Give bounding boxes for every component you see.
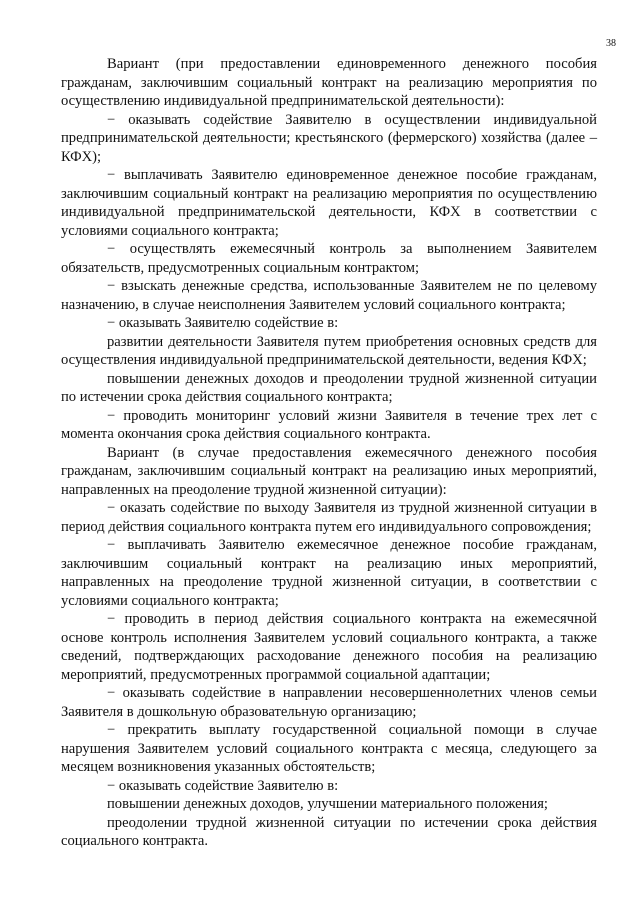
paragraph-monthly-verification: − проводить в период действия социального контракта на ежемесячной основе контроль исполнения Заявителем условий социального контракта, а также сведений, подтверждающих расходование денежного пособия на реализацию мероприятий, предусмотренных программой социальной адаптации; (61, 611, 597, 683)
paragraph-develop-activity: развитии деятельности Заявителя путем приобретения основных средств для осуществления индивидуальной предпринимательской деятельности, ведения КФХ; (61, 333, 597, 368)
paragraph-pay-monthly: − выплачивать Заявителю ежемесячное денежное пособие гражданам, заключившим социальный контракт на реализацию иных мероприятий, направленных на преодоление трудной жизненной ситуации, в соответствии с условиями социального контракта; (61, 537, 597, 609)
paragraph-improve-income: повышении денежных доходов, улучшении материального положения; (107, 796, 548, 812)
paragraph-terminate-payment: − прекратить выплату государственной социальной помощи в случае нарушения Заявителем условий социального контракта с месяца, следующего за месяцем возникновения указанных обстоятельств; (61, 722, 597, 775)
paragraph-monthly-control: − осуществлять ежемесячный контроль за выполнением Заявителем обязательств, предусмотренных социальным контрактом; (61, 241, 597, 276)
paragraph-recover-funds: − взыскать денежные средства, использованные Заявителем не по целевому назначению, в случае неисполнения Заявителем условий социального контракта; (61, 278, 597, 313)
paragraph-variant-lump-sum: Вариант (при предоставлении единовременного денежного пособия гражданам, заключившим социальный контракт на реализацию мероприятия по осуществлению индивидуальной предпринимательской деятельности): (61, 56, 597, 109)
document-body (61, 55, 597, 851)
paragraph-pay-lump-sum: − выплачивать Заявителю единовременное денежное пособие гражданам, заключившим социальный контракт на реализацию мероприятия по осуществлению индивидуальной предпринимательской деятельности, КФХ в соответствии с условиями социального контракта; (61, 167, 597, 239)
paragraph-assist-in: − оказывать Заявителю содействие в: (107, 315, 339, 331)
paragraph-assist-exit: − оказать содействие по выходу Заявителя из трудной жизненной ситуации в период действия социального контракта путем его индивидуального сопровождения; (61, 500, 597, 535)
page-number: 38 (606, 38, 616, 49)
paragraph-increase-income: повышении денежных доходов и преодолении трудной жизненной ситуации по истечении срока действия социального контракта; (61, 370, 597, 405)
paragraph-assist-entrepreneurship: − оказывать содействие Заявителю в осуществлении индивидуальной предпринимательской деятельности; крестьянского (фермерского) хозяйства (далее – КФХ); (61, 111, 597, 165)
paragraph-variant-monthly: Вариант (в случае предоставления ежемесячного денежного пособия гражданам, заключившим социальный контракт на реализацию иных мероприятий, направленных на преодоление трудной жизненной ситуации): (61, 444, 597, 498)
paragraph-overcome-situation: преодолении трудной жизненной ситуации по истечении срока действия социального контракта. (61, 814, 597, 849)
paragraph-preschool: − оказывать содействие в направлении несовершеннолетних членов семьи Заявителя в дошкольную образовательную организацию; (61, 685, 597, 720)
paragraph-assist-applicant-in: − оказывать содействие Заявителю в: (107, 777, 339, 794)
paragraph-monitoring: − проводить мониторинг условий жизни Заявителя в течение трех лет с момента окончания срока действия социального контракта. (61, 407, 597, 442)
